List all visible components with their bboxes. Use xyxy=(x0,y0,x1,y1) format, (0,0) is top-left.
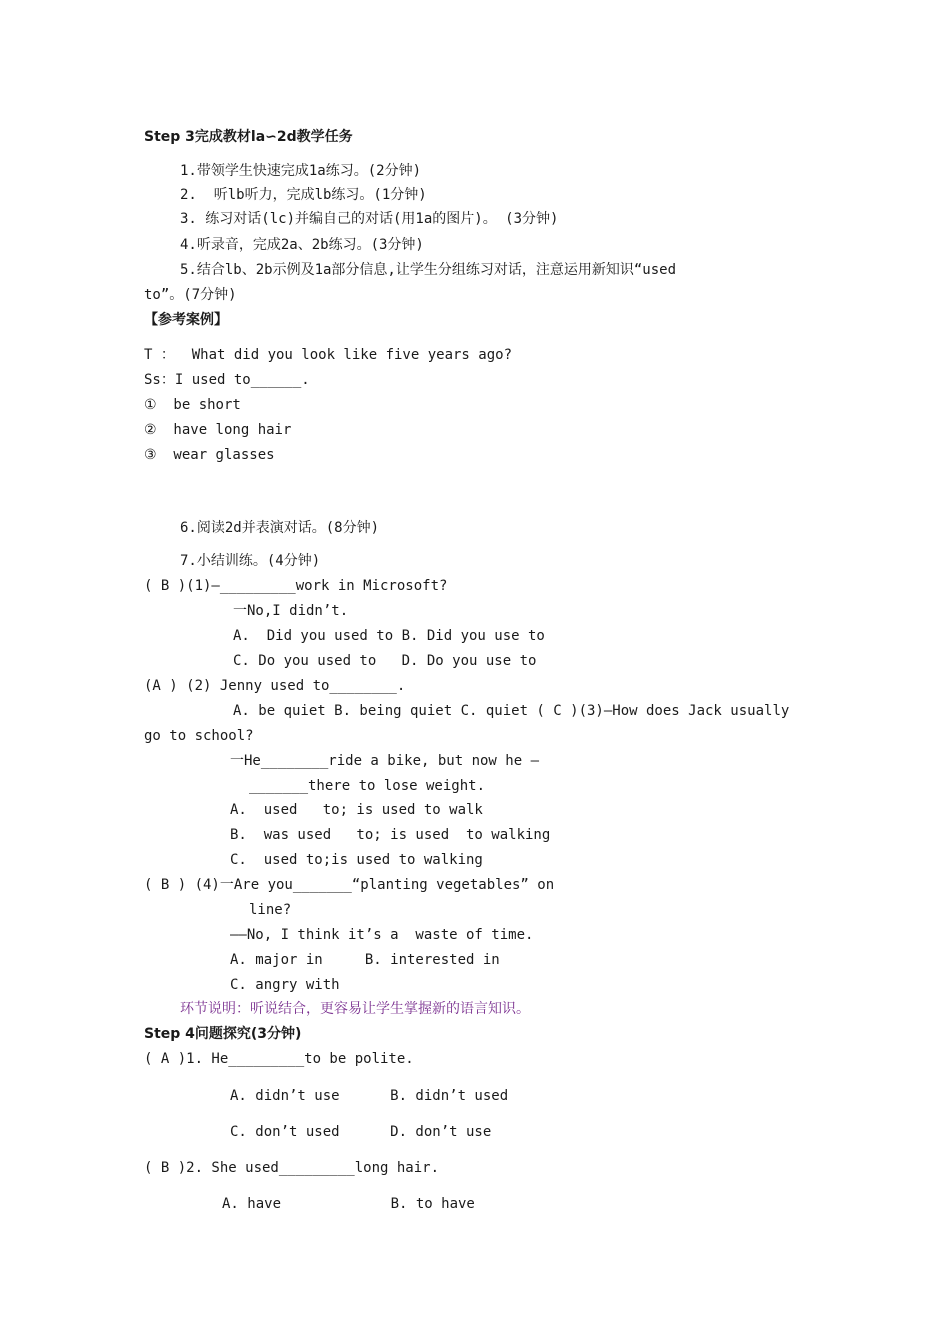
step3-item-2: 2. 听lb听力，完成lb练习。(1分钟) xyxy=(180,187,427,203)
quiz-line: A. major in B. interested in xyxy=(230,952,500,968)
reference-line: Ss：I used to______. xyxy=(144,372,310,388)
quiz-line: go to school? xyxy=(144,728,254,744)
quiz-line: line? xyxy=(249,902,292,918)
quiz-line: A. Did you used to B. Did you use to xyxy=(233,628,545,644)
quiz-line: 一He________ride a bike, but now he — xyxy=(230,753,540,769)
step3-item-6: 6.阅读2d并表演对话。(8分钟) xyxy=(180,520,380,536)
step3-item-3: 3. 练习对话(lc)并编自己的对话(用1a的图片)。 (3分钟) xyxy=(180,211,559,227)
reference-line: ③ wear glasses xyxy=(144,447,275,463)
quiz-line: ( B )(1)—_________work in Microsoft? xyxy=(144,578,448,594)
quiz-line: C. used to;is used to walking xyxy=(230,852,483,868)
reference-line: T ： What did you look like five years ago? xyxy=(144,347,513,363)
step4-line: A. didn’t use B. didn’t used xyxy=(230,1088,509,1104)
step3-item-1: 1.带领学生快速完成1a练习。(2分钟) xyxy=(180,163,422,179)
step3-item-4: 4.听录音，完成2a、2b练习。(3分钟) xyxy=(180,237,424,253)
quiz-line: 一No,I didn’t. xyxy=(233,603,349,619)
quiz-line: B. was used to; is used to walking xyxy=(230,827,551,843)
quiz-line: C. Do you used to D. Do you use to xyxy=(233,653,537,669)
quiz-line: C. angry with xyxy=(230,977,340,993)
reference-line: ① be short xyxy=(144,397,241,413)
quiz-line: _______there to lose weight. xyxy=(249,778,486,794)
reference-heading: 【参考案例】 xyxy=(144,312,228,328)
step4-line: ( B )2. She used_________long hair. xyxy=(144,1160,440,1176)
quiz-line: ( B ) (4)一Are you_______“planting vegetables” on xyxy=(144,877,555,893)
quiz-line: A. be quiet B. being quiet C. quiet ( C )(3)—How does Jack usually xyxy=(233,703,790,719)
step3-item-7: 7.小结训练。(4分钟) xyxy=(180,553,321,569)
step4-line: ( A )1. He_________to be polite. xyxy=(144,1051,414,1067)
reference-line: ② have long hair xyxy=(144,422,292,438)
step4-heading: Step 4问题探究(3分钟) xyxy=(144,1026,302,1042)
step4-line: C. don’t used D. don’t use xyxy=(230,1124,492,1140)
step3-item-5-cont: to”。(7分钟) xyxy=(144,287,237,303)
step3-item-5: 5.结合lb、2b示例及1a部分信息,让学生分组练习对话，注意运用新知识“used xyxy=(180,262,677,278)
quiz-line: (A ) (2) Jenny used to________. xyxy=(144,678,406,694)
step3-heading: Step 3完成教材la∽2d教学任务 xyxy=(144,129,353,145)
quiz-line: ——No, I think it’s a waste of time. xyxy=(230,927,534,943)
step4-line: A. have B. to have xyxy=(222,1196,475,1212)
quiz-line: A. used to; is used to walk xyxy=(230,802,483,818)
section-note: 环节说明：听说结合，更容易让学生掌握新的语言知识。 xyxy=(180,1001,530,1017)
